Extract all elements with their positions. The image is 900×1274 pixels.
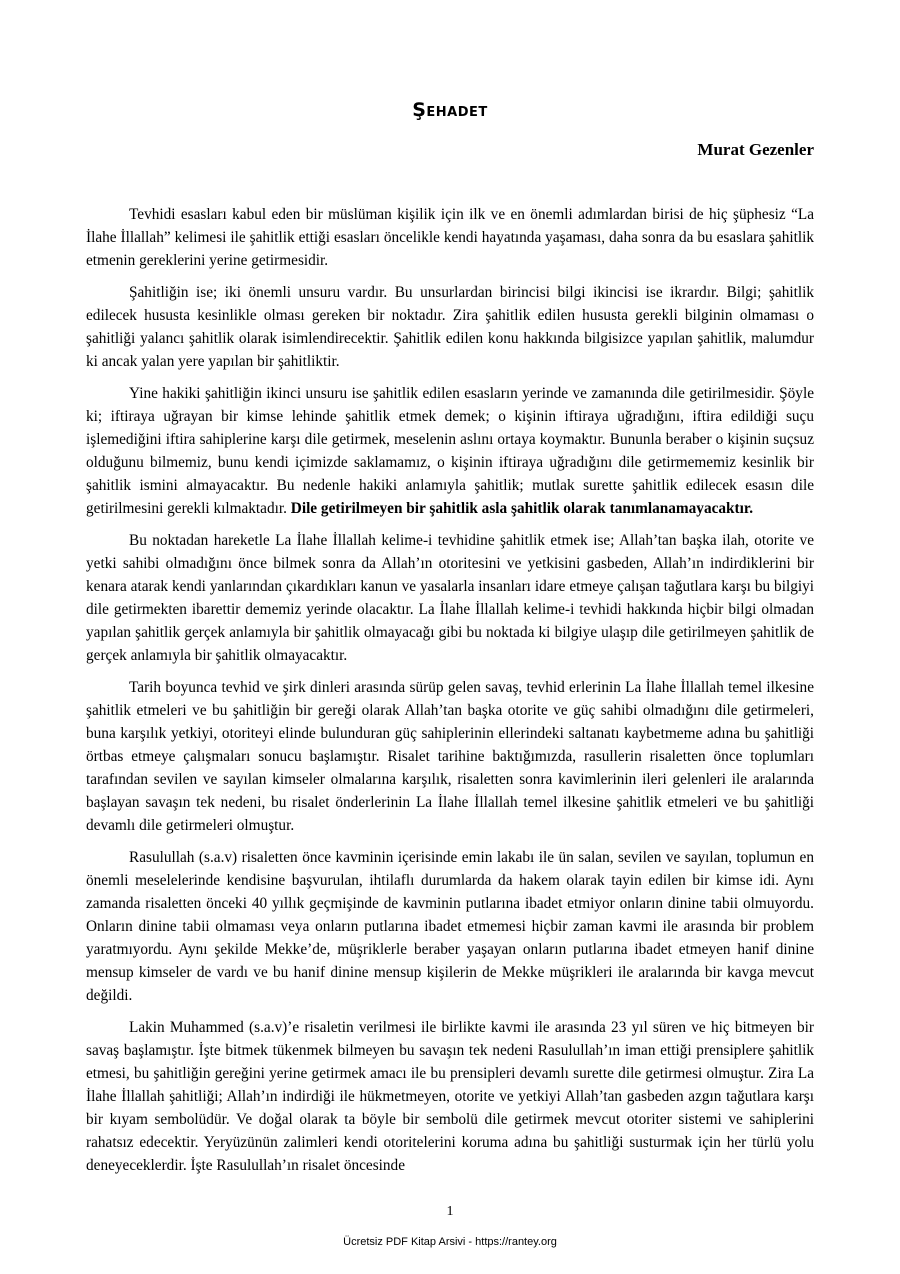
paragraph-7: Lakin Muhammed (s.a.v)’e risaletin verilmesi ile birlikte kavmi ile arasında 23 yıl süren ve hiç bitmeyen bir savaş başlamıştır. İşte bitmek tükenmek bilmeyen bu savaşın tek nedeni Rasulullah’ın iman ettiği prensiplere şahitlik etmesi, bu şahitliğin gereğini yerine getirmek amacı ile bu prensipleri devamlı surette dile getirmesi olmuştur. Zira La İlahe İllallah şahitliği; Allah’ın indirdiği ile hükmetmeyen, otorite ve yetkiyi Allah’tan gasbeden azgın tağutlara karşı bir kıyam sembolüdür. Ve doğal olarak ta böyle bir sembolü dile getirmek mevcut otoriter sistemi ve sahiplerini rahatsız edecektir. Yeryüzünün zalimleri kendi otoritelerini koruma adına bu şahitliği susturmak için her türlü yolu deneyeceklerdir. İşte Rasulullah’ın risalet öncesinde	[86, 1019, 814, 1174]
paragraph-1: Tevhidi esasları kabul eden bir müslüman kişilik için ilk ve en önemli adımlardan birisi de hiç şüphesiz “La İlahe İllallah” kelimesi ile şahitlik ettiği esasları öncelikle kendi hayatında yaşaması, daha sonra da bu esaslara şahitlik etmenin gereklerini yerine getirmesidir.	[86, 206, 814, 269]
author-name: Murat Gezenler	[697, 140, 814, 159]
page-number: 1	[446, 1204, 454, 1219]
paragraph-4: Bu noktadan hareketle La İlahe İllallah kelime-i tevhidine şahitlik etmek ise; Allah’tan başka ilah, otorite ve yetki sahibi olmadığını önce bilmek sonra da Allah’ın otoritesini ve yetkisini gasbeden, Allah’ın indirdiklerini bir kenara atarak kendi yanlarından çıkardıkları kanun ve yasalarla insanları idare etmeye çalışan tağutlara karşı bu bilgiyi dile getirmekten ibarettir dememiz yerinde olacaktır. La İlahe İllallah kelime-i tevhidi hakkında hiçbir bilgi olmadan yapılan şahitlik gerçek anlamıyla bir şahitlik olmayacağı gibi bu noktada ki bilgiye ulaşıp dile getirilmeyen şahitlik de gerçek anlamıyla bir şahitlik olmayacaktır.	[86, 532, 814, 664]
paragraph-2: Şahitliğin ise; iki önemli unsuru vardır. Bu unsurlardan birincisi bilgi ikincisi ise ikrardır. Bilgi; şahitlik edilecek hususta kesinlikle olması gereken bir noktadır. Zira şahitlik edilen hususta gerekli bilginin olmaması o şahitliği yalancı şahitlik olarak isimlendirecektir. Şahitlik edilen konu hakkında bilgisizce yapılan şahitlik, malumdur ki ancak yalan yere yapılan bir şahitliktir.	[86, 284, 814, 370]
footer-text: Ücretsiz PDF Kitap Arsivi - https://rantey.org	[343, 1236, 557, 1248]
paragraph-3-text: Yine hakiki şahitliğin ikinci unsuru ise şahitlik edilen esasların yerinde ve zamanında dile getirilmesidir. Şöyle ki; iftiraya uğrayan bir kimse lehinde şahitlik etmek demek; o kişinin iftiraya uğradığını, iftira edildiği suçu işlemediğini iftira sahiplerine karşı dile getirmek, meselenin aslını ortaya koymaktır. Bununla beraber o kişinin suçsuz olduğunu bilmemiz, bunu kendi içimizde saklamamız, o kişinin iftiraya uğradığını dile getirmememiz kesinlik bir şahitlik ismini almayacaktır. Bu nedenle hakiki anlamıyla şahitlik; mutlak surette şahitlik edilecek esasın dile getirilmesini gerekli kılmaktadır.	[86, 385, 814, 517]
paragraph-3	[86, 382, 814, 520]
paragraph-6: Rasulullah (s.a.v) risaletten önce kavminin içerisinde emin lakabı ile ün salan, sevilen ve sayılan, toplumun en önemli meselelerinde kendisine başvurulan, ihtilaflı durumlarda da hakem olarak tayin edilen bir kimse idi. Aynı zamanda risaletten önceki 40 yıllık geçmişinde de kavminin putlarına ibadet etmiyor onların dinine tabii olmuyordu. Onların dinine tabii olmaması veya onların putlarına ibadet etmemesi hiçbir zaman kavmi ile arasında bir problem yaratmıyordu. Aynı şekilde Mekke’de, müşriklerle beraber yaşayan onların putlarına ibadet etmeyen hanif dinine mensup kimseler de vardı ve bu hanif dinine mensup kişilerin de Mekke müşrikleri ile aralarında bir kavga mevcut değildi.	[86, 849, 814, 1004]
paragraph-3-bold-sentence: Dile getirilmeyen bir şahitlik asla şahitlik olarak tanımlanamayacaktır.	[290, 500, 754, 517]
paragraph-5: Tarih boyunca tevhid ve şirk dinleri arasında sürüp gelen savaş, tevhid erlerinin La İlahe İllallah temel ilkesine şahitlik etmeleri ve bu şahitliğin bir gereği olarak Allah’tan başka otorite ve güç sahibi olmadığını dile getirmeleri, buna karşılık yetkiyi, otoriteyi elinde bulunduran güç sahiplerinin ellerindeki saltanatı kaybetmeme adına bu şahitliği örtbas etmeye çalışmaları sonucu başlamıştır. Risalet tarihine baktığımızda, rasullerin risaletten önce toplumları tarafından sevilen ve sayılan kimseler olmalarına karşılık, risaletten sonra kavimlerinin ileri gelenleri ile aralarında başlayan savaşın tek nedeni, bu risalet önderlerinin La İlahe İllallah temel ilkesine şahitlik etmeleri ve bu şahitliği devamlı dile getirmeleri olmuştur.	[86, 679, 814, 834]
document-title: Şehadet	[412, 99, 488, 121]
body-text	[86, 203, 814, 1186]
